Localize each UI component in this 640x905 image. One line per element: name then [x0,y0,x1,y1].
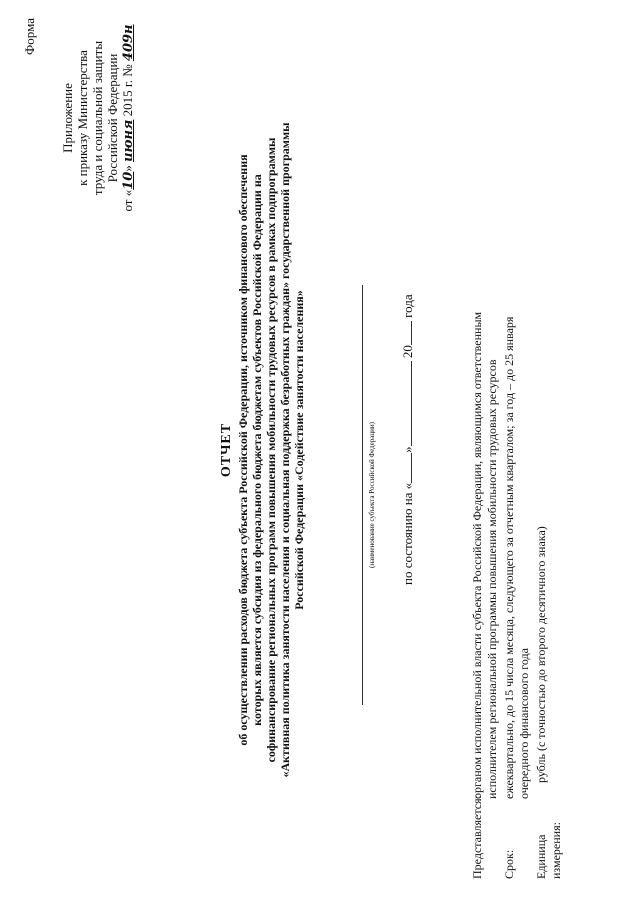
title-line: софинансирование региональных программ повышения мобильности трудовых ресурсов в рамках подпрограммы [264,137,278,763]
order-reference: от «10» июня 2015 г. № 409н [120,24,136,212]
subject-name-caption: (наименование субъекта Российской Федерации) [368,422,376,568]
submitted-value: органом исполнительной власти субъекта Российской Федерации, являющимся ответственным исполнителем региональной программы повышения мобильности трудовых ресурсов [470,311,499,799]
title-line: «Активная политика занятости населения и социальная поддержка безработных граждан» государственной программы [278,122,292,778]
order-day-handwritten: 10 [121,171,136,190]
report-heading: ОТЧЕТ [219,422,234,478]
report-title-block [220,35,306,865]
month-blank [411,361,412,446]
as-of-mid: » [400,446,415,453]
year-prefix: 20 [400,345,415,359]
unit-label: Единица измерения: [534,822,563,879]
as-of-suffix: года [400,294,415,318]
order-year: 2015 г. № [120,64,135,117]
subject-name-line [362,285,363,705]
year-blank [411,321,412,345]
unit-row [534,19,564,879]
as-of-prefix: по состоянию на « [400,482,415,585]
order-prefix: от [120,199,135,212]
as-of-date-line [400,294,416,585]
report-info [470,19,566,879]
submitted-row [470,19,500,879]
order-month-handwritten: июня [121,119,136,162]
appendix-line: Российской Федерации [105,53,120,183]
title-line: об осуществлении расходов бюджета субъекта Российской Федерации, источником финансового обеспечения [236,154,250,746]
order-number-handwritten: 409н [121,24,136,62]
appendix-block [60,18,136,218]
deadline-row [502,19,532,879]
form-label: Форма [22,18,37,55]
unit-value: рубль (с точностью до второго десятичного знака) [534,526,548,783]
title-line: Российской Федерации «Содействие занятости населения» [292,290,306,610]
deadline-value: ежеквартально, до 15 числа месяца, следующего за отчетным кварталом; за год – до 25 января очередного финансового года [502,316,531,799]
appendix-line: к приказу Министерства [75,50,90,186]
appendix-line: Приложение [60,83,75,153]
day-blank [411,453,412,483]
deadline-label: Срок: [502,849,516,879]
submitted-label: Представляется: [470,795,484,879]
title-line: которых является субсидия из федерального бюджета бюджетам субъектов Российской Федерации на [250,174,264,726]
appendix-line: труда и социальной защиты [90,40,105,196]
